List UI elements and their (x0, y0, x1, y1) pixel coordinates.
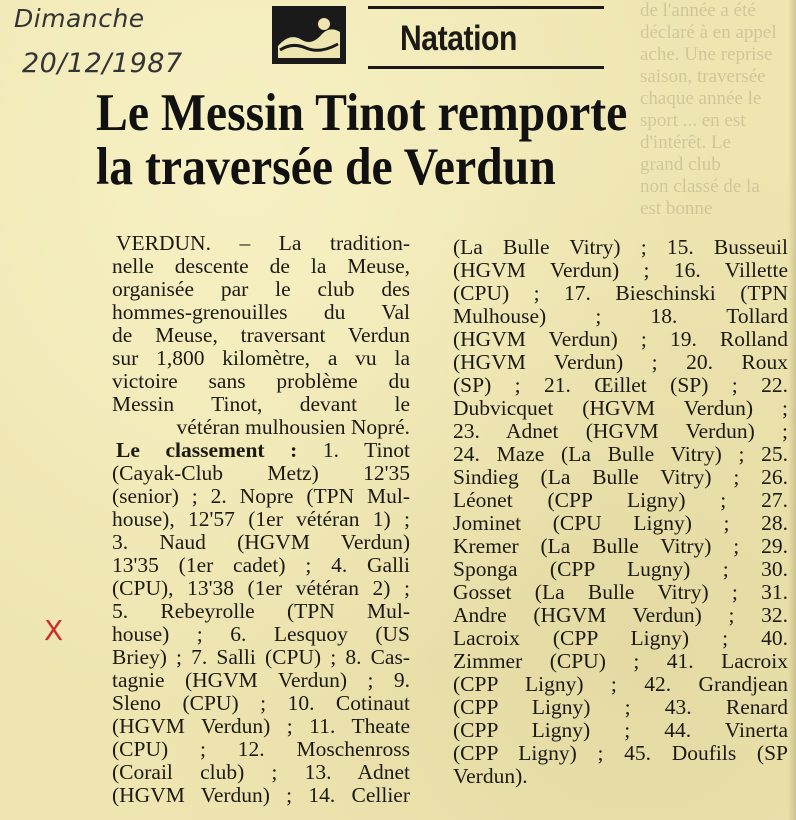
classement-line: (CPU), 13'38 (1er vétéran 2) ; (112, 577, 410, 600)
classement-line: Dubvicquet (HGVM Verdun) ; (453, 397, 788, 420)
classement-line: house), 12'57 (1er vétéran 1) ; (112, 508, 410, 531)
classement-line: Zimmer (CPU) ; 41. Lacroix (453, 650, 788, 673)
classement-line: 13'35 (1er cadet) ; 4. Galli (112, 554, 410, 577)
headline-line-2: la traversée de Verdun (96, 138, 556, 196)
article-line: organisée par le club des (112, 278, 410, 301)
article-column-left (112, 232, 410, 807)
classement-line: Sindieg (La Bulle Vitry) ; 26. (453, 466, 788, 489)
article-column-right (453, 236, 788, 788)
classement-line: (HGVM Verdun) ; 19. Rolland (453, 328, 788, 351)
swimming-logo-icon (272, 6, 346, 64)
classement-line: Lacroix (CPP Ligny) ; 40. (453, 627, 788, 650)
classement-line: (Cayak-Club Metz) 12'35 (112, 462, 410, 485)
classement-line: 24. Maze (La Bulle Vitry) ; 25. (453, 443, 788, 466)
paper-edge-shadow (788, 0, 796, 820)
classement-line: Sleno (CPU) ; 10. Cotinaut (112, 692, 410, 715)
rubric-bottom-rule (368, 66, 604, 69)
headline-line-1: Le Messin Tinot remporte (96, 84, 628, 142)
classement-line: Sponga (CPP Lugny) ; 30. (453, 558, 788, 581)
classement-line: Gosset (La Bulle Vitry) ; 31. (453, 581, 788, 604)
article-line: hommes-grenouilles du Val (112, 301, 410, 324)
classement-line (112, 439, 410, 462)
article-line: VERDUN. – La tradition- (116, 232, 410, 255)
article-line: nelle descente de la Meuse, (112, 255, 410, 278)
classement-line: Léonet (CPP Ligny) ; 27. (453, 489, 788, 512)
section-rubric: Natation (400, 19, 517, 58)
article-line: sur 1,800 kilomètre, a vu la (112, 347, 410, 370)
headline (96, 86, 717, 194)
classement-line: (La Bulle Vitry) ; 15. Busseuil (453, 236, 788, 259)
classement-line: Jominet (CPU Ligny) ; 28. (453, 512, 788, 535)
article-line: Messin Tinot, devant le (112, 393, 410, 416)
red-cross-mark: X (44, 614, 64, 647)
classement-line: Mulhouse) ; 18. Tollard (453, 305, 788, 328)
classement-line: (CPU) ; 17. Bieschinski (TPN (453, 282, 788, 305)
classement-line: 5. Rebeyrolle (TPN Mul- (112, 600, 410, 623)
classement-line: (HGVM Verdun) ; 14. Cellier (112, 784, 410, 807)
classement-line: (CPP Ligny) ; 44. Vinerta (453, 719, 788, 742)
bleed-through-text: de l'année a été déclaré à en appel ache. Une reprise saison, traversée chaque année le sport ... en est d'intérêt. Le grand club non classé de la est bonne (640, 0, 777, 219)
classement-line: (senior) ; 2. Nopre (TPN Mul- (112, 485, 410, 508)
classement-line: (CPU) ; 12. Moschenross (112, 738, 410, 761)
classement-line: (HGVM Verdun) ; 11. Theate (112, 715, 410, 738)
classement-label: Le classement : (116, 439, 298, 462)
article-line: de Meuse, traversant Verdun (112, 324, 410, 347)
classement-line: Andre (HGVM Verdun) ; 32. (453, 604, 788, 627)
classement-line: Kremer (La Bulle Vitry) ; 29. (453, 535, 788, 558)
article-line: vétéran mulhousien Nopré. (176, 416, 410, 439)
classement-line: house) ; 6. Lesquoy (US (112, 623, 410, 646)
article-line: victoire sans problème du (112, 370, 410, 393)
classement-line: (CPP Ligny) ; 43. Renard (453, 696, 788, 719)
classement-line: 23. Adnet (HGVM Verdun) ; (453, 420, 788, 443)
classement-line: (SP) ; 21. Œillet (SP) ; 22. (453, 374, 788, 397)
classement-line: (CPP Ligny) ; 42. Grandjean (453, 673, 788, 696)
classement-line: Briey) ; 7. Salli (CPU) ; 8. Cas- (112, 646, 410, 669)
rubric-top-rule (368, 6, 604, 9)
classement-line: (Corail club) ; 13. Adnet (112, 761, 410, 784)
classement-first: 1. Tinot (297, 439, 410, 462)
classement-line: (CPP Ligny) ; 45. Doufils (SP (453, 742, 788, 765)
classement-line: (HGVM Verdun) ; 20. Roux (453, 351, 788, 374)
classement-line: 3. Naud (HGVM Verdun) (112, 531, 410, 554)
classement-line: tagnie (HGVM Verdun) ; 9. (112, 669, 410, 692)
classement-line: Verdun). (453, 765, 528, 788)
classement-line: (HGVM Verdun) ; 16. Villette (453, 259, 788, 282)
handwritten-day: Dimanche (14, 4, 145, 33)
handwritten-date: 20/12/1987 (22, 48, 183, 79)
